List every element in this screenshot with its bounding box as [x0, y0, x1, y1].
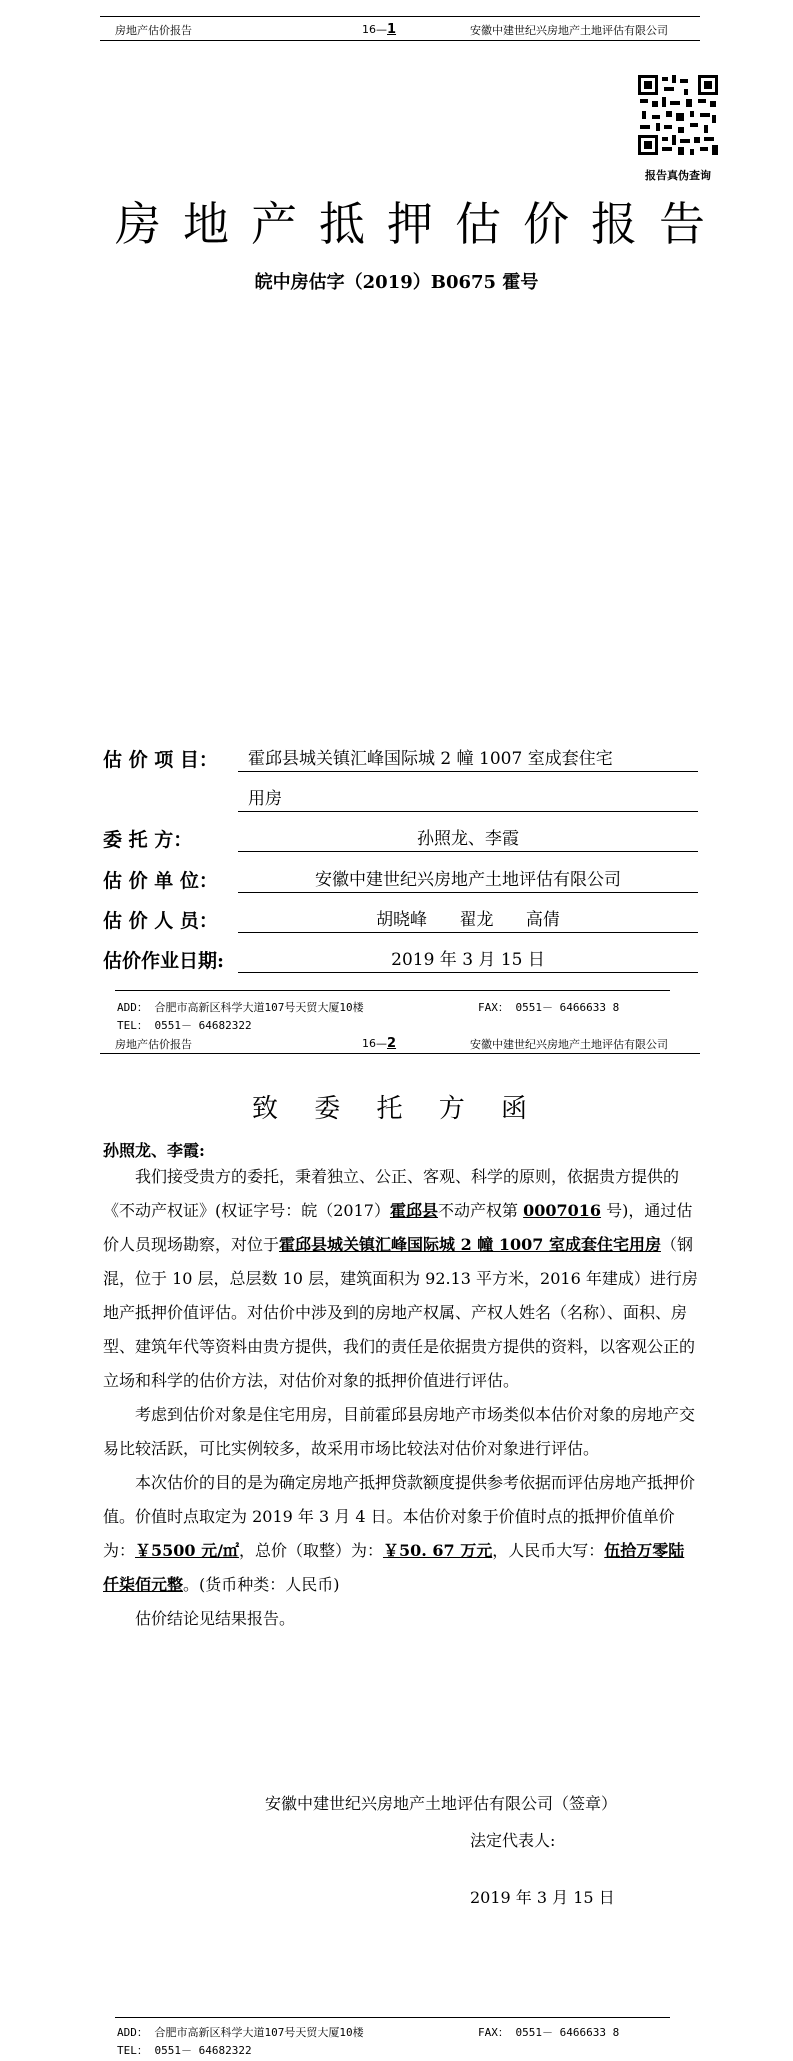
sign-representative: 法定代表人:: [470, 1831, 556, 1850]
page-num: 2: [387, 1036, 397, 1051]
header-left: 房地产估价报告: [115, 1038, 192, 1051]
p3-text-1: 本次估价的目的是为确定房地产抵押贷款额度提供参考依据而评估房地产抵押价值。价值时点取定为 2019 年 3 月 4 日。本估价对象于价值时点的抵押价值单价为：: [103, 1473, 696, 1560]
staff-label: 估 价 人 员：: [103, 910, 218, 932]
paragraph-3: [103, 1466, 698, 1602]
sign-date: 2019 年 3 月 15 日: [470, 1888, 615, 1907]
header-left: 房地产估价报告: [115, 24, 192, 37]
page-num: 1: [387, 22, 397, 37]
footer-tel: TEL： 0551－ 64682322: [117, 2044, 252, 2057]
paragraph-4: 估价结论见结果报告。: [135, 1609, 296, 1628]
total-price: ￥50. 67 万元: [382, 1541, 493, 1560]
qr-code: [638, 75, 718, 155]
p1-text-2: 不动产权第: [437, 1201, 524, 1220]
footer-rule: [115, 990, 670, 991]
header-bottom-rule: [100, 40, 700, 41]
project-value-line2: 用房: [248, 789, 282, 809]
letter-body: [103, 1160, 698, 1636]
footer-rule: [115, 2017, 670, 2018]
p1-property-address: 霍邱县城关镇汇峰国际城 2 幢 1007 室成套住宅用房: [279, 1235, 661, 1254]
footer-tel: TEL： 0551－ 64682322: [117, 1019, 252, 1032]
paragraph-1: [103, 1160, 698, 1398]
staff-underline: [238, 932, 698, 933]
client-underline: [238, 851, 698, 852]
project-value-line1: 霍邱县城关镇汇峰国际城 2 幢 1007 室成套住宅: [248, 749, 613, 769]
p1-county: 霍邱县: [389, 1201, 438, 1220]
p1-cert-number: 0007016: [523, 1201, 602, 1220]
project-underline-1: [238, 771, 698, 772]
page-prefix: 16—: [362, 23, 387, 36]
unit-underline: [238, 892, 698, 893]
p3-text-2: ，总价（取整）为：: [238, 1541, 383, 1560]
footer-address: ADD： 合肥市高新区科学大道107号天贸大厦10楼: [117, 1001, 364, 1014]
p3-text-4: 。(货币种类：人民币): [183, 1575, 340, 1594]
client-value: 孙照龙、李霞: [417, 829, 519, 849]
p1-text-4: （钢混，位于 10 层，总层数 10 层，建筑面积为 92.13 平方米，2016 年建成）进行房地产抵押价值评估。对估价中涉及到的房地产权属、产权人姓名（名称）、面积、房型、建筑年代等资料由贵方提供，我们的责任是依据贵方提供的资料，以客观公正的立场和科学的估价方法，对估价对象的抵押价值进行评估。: [103, 1235, 698, 1390]
date-value: 2019 年 3 月 15 日: [391, 950, 545, 970]
p1-text-3: 号)，通过估价人员现场勘察，对位于: [103, 1201, 693, 1254]
footer-fax: FAX： 0551－ 6466633 8: [478, 1001, 620, 1014]
p1-text-1: 我们接受贵方的委托，秉着独立、公正、客观、科学的原则，依据贵方提供的《不动产权证》(权证字号：皖（2017）: [103, 1167, 680, 1220]
header-page-number: [362, 1036, 396, 1051]
sign-company: 安徽中建世纪兴房地产土地评估有限公司（签章）: [265, 1794, 618, 1813]
unit-price: ￥5500 元/㎡: [135, 1541, 239, 1560]
report-number: 皖中房估字（2019）B0675 霍号: [254, 272, 539, 293]
footer-fax: FAX： 0551－ 6466633 8: [478, 2026, 620, 2039]
unit-value: 安徽中建世纪兴房地产土地评估有限公司: [315, 870, 621, 890]
p3-text-3: ，人民币大写：: [492, 1541, 605, 1560]
staff-value: 胡晓峰 翟龙 高倩: [376, 910, 560, 930]
date-underline: [238, 972, 698, 973]
paragraph-2: 考虑到估价对象是住宅用房，目前霍邱县房地产市场类似本估价对象的房地产交易比较活跃，可比实例较多，故采用市场比较法对估价对象进行评估。: [103, 1405, 696, 1458]
project-label: 估 价 项 目：: [103, 749, 218, 771]
header-bottom-rule: [100, 1053, 700, 1054]
page-prefix: 16—: [362, 1037, 387, 1050]
header-top-rule: [100, 16, 700, 17]
unit-label: 估 价 单 位：: [103, 870, 218, 892]
header-right: 安徽中建世纪兴房地产土地评估有限公司: [470, 1038, 668, 1051]
total-price-words: 伍拾万零陆仟柒佰元整: [103, 1541, 685, 1594]
qr-caption: 报告真伪查询: [645, 169, 711, 182]
client-label: 委 托 方：: [103, 829, 193, 851]
header-page-number: [362, 22, 396, 37]
letter-title: 致 委 托 方 函: [251, 1094, 542, 1124]
project-underline-2: [238, 811, 698, 812]
date-label: 估价作业日期:: [103, 950, 225, 972]
letter-salutation: 孙照龙、李霞:: [103, 1141, 205, 1160]
footer-address: ADD： 合肥市高新区科学大道107号天贸大厦10楼: [117, 2026, 364, 2039]
report-title: 房地产抵押估价报告: [115, 197, 727, 251]
header-right: 安徽中建世纪兴房地产土地评估有限公司: [470, 24, 668, 37]
